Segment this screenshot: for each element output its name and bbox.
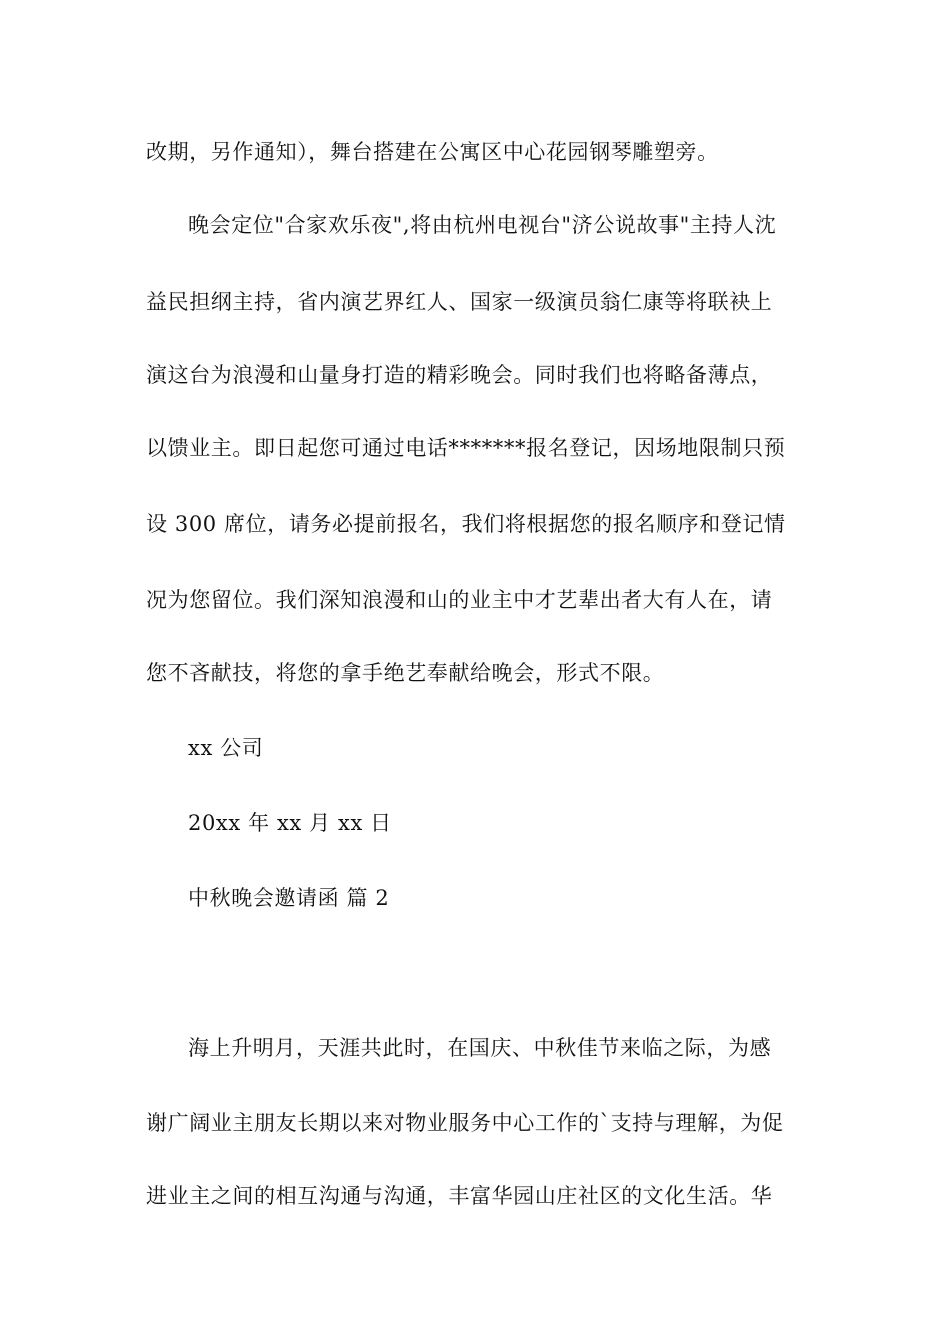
paragraph-line: 以馈业主。即日起您可通过电话*******报名登记，因场地限制只预	[146, 436, 786, 460]
paragraph-line: 设 300 席位，请务必提前报名，我们将根据您的报名顺序和登记情	[146, 512, 786, 536]
date-line: 20xx 年 xx 月 xx 日	[188, 811, 392, 835]
paragraph-line: 益民担纲主持，省内演艺界红人、国家一级演员翁仁康等将联袂上	[146, 290, 773, 314]
paragraph-line: 谢广阔业主朋友长期以来对物业服务中心工作的`支持与理解，为促	[146, 1111, 784, 1135]
company-name: xx 公司	[188, 736, 264, 760]
paragraph-line: 您不吝献技，将您的拿手绝艺奉献给晚会，形式不限。	[146, 661, 665, 685]
paragraph-line: 海上升明月，天涯共此时，在国庆、中秋佳节来临之际，为感	[188, 1036, 772, 1060]
paragraph-line: 演这台为浪漫和山量身打造的精彩晚会。同时我们也将略备薄点，	[146, 363, 773, 387]
paragraph-line: 况为您留位。我们深知浪漫和山的业主中才艺辈出者大有人在，请	[146, 588, 773, 612]
section-heading: 中秋晚会邀请函 篇 2	[188, 886, 390, 910]
paragraph-line: 进业主之间的相互沟通与沟通，丰富华园山庄社区的文化生活。华	[146, 1184, 773, 1208]
paragraph-line: 晚会定位"合家欢乐夜",将由杭州电视台"济公说故事"主持人沈	[188, 213, 777, 237]
paragraph-line: 改期，另作通知），舞台搭建在公寓区中心花园钢琴雕塑旁。	[146, 140, 719, 164]
